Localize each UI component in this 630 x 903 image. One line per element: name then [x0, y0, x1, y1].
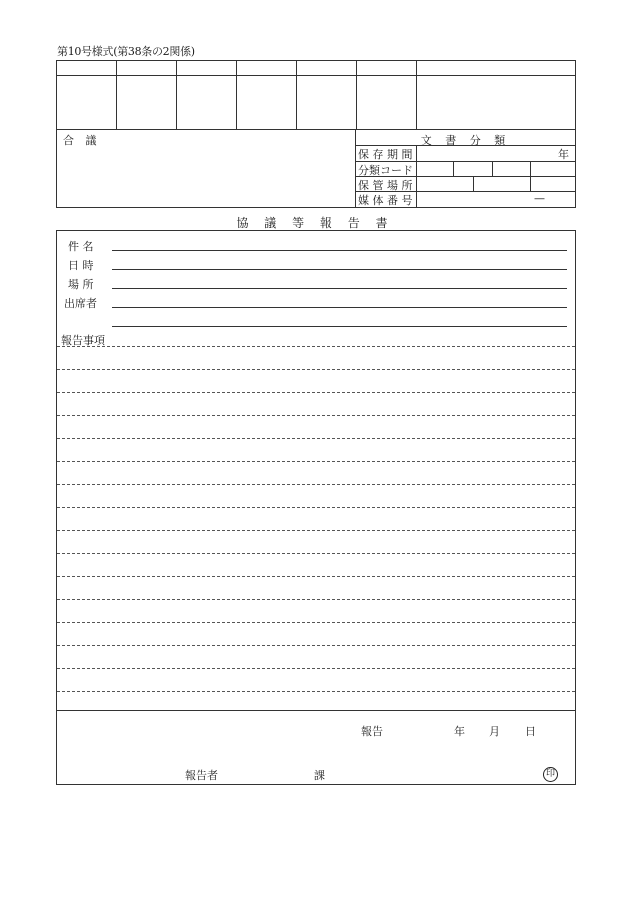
place-label: 場 所	[68, 278, 94, 291]
storage-cell-divider	[473, 176, 474, 191]
report-ruled-line	[57, 484, 575, 485]
code-cell-divider	[492, 161, 493, 176]
approval-column-divider	[176, 61, 177, 129]
classification-title: 文 書 分 類	[420, 134, 511, 147]
report-footer-divider	[57, 710, 575, 711]
report-ruled-line	[57, 691, 575, 692]
approval-column-divider	[116, 61, 117, 129]
attendees-label: 出席者	[64, 297, 97, 310]
report-day-label: 日	[525, 725, 536, 738]
retention-period-label: 保 存 期 間	[358, 148, 413, 161]
seal-mark-icon: 印	[543, 767, 558, 782]
consultation-box	[56, 130, 356, 208]
report-ruled-line	[57, 346, 575, 347]
subject-underline	[112, 250, 567, 251]
datetime-underline	[112, 269, 567, 270]
report-month-label: 月	[489, 725, 500, 738]
subject-label: 件 名	[68, 240, 94, 253]
report-ruled-line	[57, 668, 575, 669]
place-underline	[112, 288, 567, 289]
report-ruled-line	[57, 553, 575, 554]
report-ruled-line	[57, 461, 575, 462]
attendees-underline	[112, 307, 567, 308]
approval-stamp-grid	[56, 60, 576, 130]
report-ruled-line	[57, 369, 575, 370]
approval-header-row-line	[57, 75, 575, 76]
approval-column-divider	[356, 61, 357, 129]
report-year-label: 年	[454, 725, 465, 738]
report-ruled-line	[57, 622, 575, 623]
datetime-label: 日 時	[68, 259, 94, 272]
code-cell-divider	[453, 161, 454, 176]
consultation-label: 合 議	[63, 134, 101, 147]
media-number-dash: —	[534, 192, 545, 205]
report-ruled-line	[57, 438, 575, 439]
attendees-underline	[112, 326, 567, 327]
reporter-label: 報告者	[185, 769, 218, 782]
classification-code-label: 分類コード	[358, 164, 413, 177]
report-ruled-line	[57, 530, 575, 531]
report-ruled-line	[57, 415, 575, 416]
section-label: 課	[314, 769, 325, 782]
report-date-label: 報告	[361, 725, 383, 738]
report-ruled-line	[57, 645, 575, 646]
approval-column-divider	[296, 61, 297, 129]
storage-location-label: 保 管 場 所	[358, 179, 413, 192]
report-ruled-line	[57, 507, 575, 508]
form-number-label: 第10号様式(第38条の2関係)	[57, 45, 195, 58]
report-ruled-line	[57, 392, 575, 393]
approval-column-divider	[416, 61, 417, 129]
document-title: 協 議 等 報 告 書	[236, 216, 394, 230]
report-ruled-line	[57, 576, 575, 577]
approval-column-divider	[236, 61, 237, 129]
report-body-frame	[56, 230, 576, 785]
document-classification-box	[355, 130, 576, 208]
media-number-label: 媒 体 番 号	[358, 194, 413, 207]
classification-label-divider	[416, 145, 417, 207]
code-cell-divider	[530, 161, 531, 191]
retention-unit: 年	[558, 148, 569, 161]
report-items-label: 報告事項	[61, 334, 105, 347]
report-ruled-line	[57, 599, 575, 600]
